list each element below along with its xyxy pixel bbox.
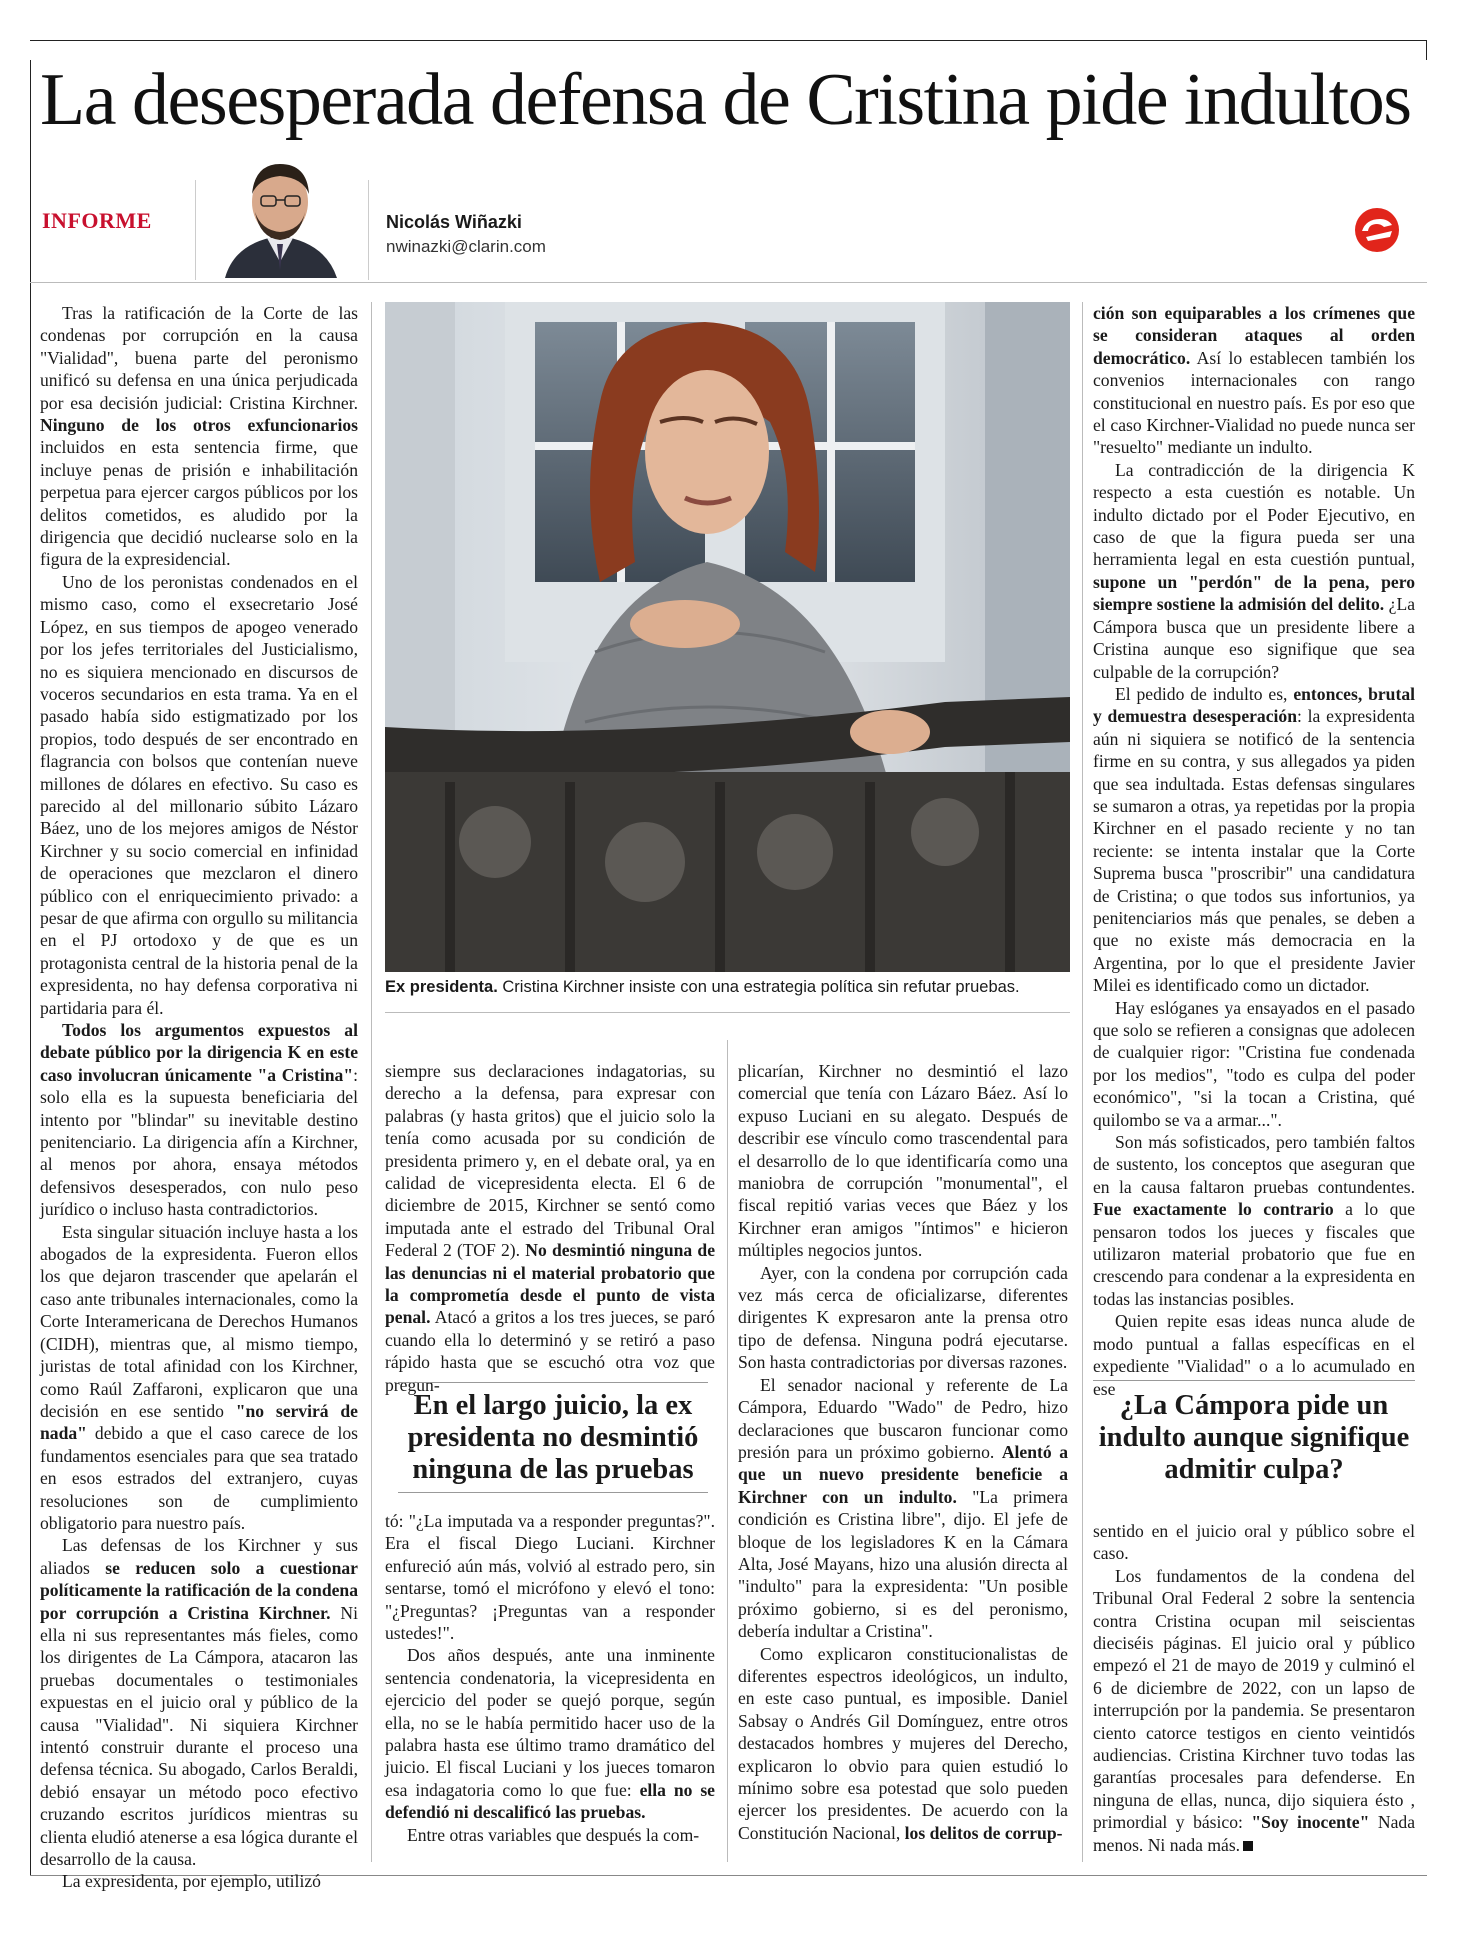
paragraph: Las defensas de los Kirchner y sus aliados se reducen solo a cuestionar políticamente la ratificación de la condena por corrupción a Cristina Kirchner. Ni ella ni sus representantes más fieles, como los dirigentes de La Cámpora, atacaron las pruebas documentales o testimoniales expuestas en el juicio oral y público de la causa "Vialidad". Ni siquiera Kirchner intentó construir durante el proceso una defensa técnica. Su abogado, Carlos Beraldi, debió ensayar un método poco efectivo cruzando escritos jurídicos mientras su clienta eludió atenerse a esa lógica durante el desarrollo de la causa. <box>40 1535 358 1870</box>
photo-bottom-rule <box>385 1012 1070 1013</box>
paragraph: Dos años después, ante una inminente sentencia condenatoria, la vicepresidenta en ejercicio del poder se quejó porque, según ella, no se le había permitido hacer uso de la palabra hasta ese último tramo dramático del juicio. El fiscal Luciani y los jueces tomaron esa indagatoria como lo que fue: ella no se defendió ni descalificó las pruebas. <box>385 1645 715 1823</box>
paragraph: Todos los argumentos expuestos al debate público por la dirigencia K en este caso involucran únicamente "a Cristina": solo ella es la supuesta beneficiaria del intento por "blindar" su inevitable destino penitenciario. La dirigencia afín a Kirchner, al menos por ahora, ensaya métodos defensivos desesperados, con nulo peso jurídico o incluso hasta contradictorios. <box>40 1020 358 1220</box>
article-column-3 <box>738 1060 1068 1844</box>
article-column-4-top <box>1093 302 1415 1400</box>
author-email[interactable]: nwinazki@clarin.com <box>386 237 546 256</box>
paragraph: Uno de los peronistas condenados en el mismo caso, como el exsecretario José López, en sus tiempos de apogeo venerado por los jefes territoriales del Justicialismo, no es siquiera mencionado en discursos de voceros secundarios en esta trama. Ya en el pasado había sido estigmatizado por los propios, todo después de ser encontrado en flagrancia con bolsos que contenían nueve millones de dólares en efectivo. Su caso es parecido al del millonario súbito Lázaro Báez, uno de los mejores amigos de Néstor Kirchner y su socio comercial en infinidad de operaciones que mezclaron el dinero público con el enriquecimiento privado: a pesar de que afirma con orgullo su militancia en el PJ ortodoxo y de que es un protagonista central de la historia penal de la expresidenta, no hay defensa corporativa ni partidaria para él. <box>40 571 358 1018</box>
pullquote-2: ¿La Cámpora pide un indulto aunque signifique admitir culpa? <box>1098 1390 1410 1485</box>
caption-text: Cristina Kirchner insiste con una estrategia política sin refutar pruebas. <box>497 978 1020 996</box>
header-separator <box>368 180 369 280</box>
paragraph: Hay eslóganes ya ensayados en el pasado que solo se refieren a consignas que adolecen de cualquier rigor: "Cristina fue condenada por los medios", "todo es culpa del poder económico", "si la tocan a Cristina, qué quilombo se va a armar...". <box>1093 997 1415 1130</box>
paragraph: Entre otras variables que después la com- <box>407 1824 700 1845</box>
caption-lead: Ex presidenta. <box>385 978 498 996</box>
pullquote-rule <box>398 1382 708 1383</box>
column-divider <box>1082 302 1083 1862</box>
author-photo <box>205 150 355 278</box>
paragraph: siempre sus declaraciones indagatorias, su derecho a la defensa, para expresar con palabras (y hasta gritos) que el juicio solo la tenía como acusada por su condición de presidenta primero y, en el debate oral, ya en calidad de vicepresidenta electa. El 6 de diciembre de 2015, Kirchner se sentó como imputada ante el estrado del Tribunal Oral Federal 2 (TOF 2). No desmintió ninguna de las denuncias ni el material probatorio que la comprometía desde el punto de vista penal. Atacó a gritos a los tres jueces, se paró cuando ella lo determinó y se retiró a paso rápido hasta que se escuchó otra voz que pregun- <box>385 1061 716 1395</box>
paragraph: sentido en el juicio oral y público sobre el caso. <box>1093 1521 1415 1564</box>
main-photo <box>385 302 1070 972</box>
column-divider <box>727 1040 728 1862</box>
paragraph: Ayer, con la condena por corrupción cada vez más cerca de oficializarse, diferentes dirigentes K expresaron ante la prensa otro tipo de defensa. Ninguna podrá ejecutarse. Son hasta contradictorias por diversas razones. <box>738 1262 1068 1373</box>
header-divider <box>30 282 1427 283</box>
paragraph: Como explicaron constitucionalistas de diferentes espectros ideológicos, un indulto, en este caso puntual, es imposible. Daniel Sabsay o Andrés Gil Domínguez, entre otros destacados hombres y mujeres del Derecho, explicaron lo obvio para quien estudió lo mínimo sobre esa potestad que solo pueden ejercer los presidentes. De acuerdo con la Constitución Nacional, los delitos de corrup- <box>738 1643 1068 1843</box>
column-divider <box>371 302 372 1862</box>
section-label: INFORME <box>42 208 152 233</box>
paragraph: ción son equiparables a los crímenes que se consideran ataques al orden democrático. Así lo establecen también los convenios internacionales con rango constitucional en nuestro país. Es por eso que el caso Kirchner-Vialidad no puede nunca ser "resuelto" mediante un indulto. <box>1093 303 1415 458</box>
pullquote-rule <box>398 1492 708 1493</box>
article-column-1 <box>40 302 358 1893</box>
author-name: Nicolás Wiñazki <box>386 212 522 232</box>
article-column-4-bottom <box>1093 1520 1415 1856</box>
paragraph: Tras la ratificación de la Corte de las condenas por corrupción en la causa "Vialidad", buena parte del peronismo unificó su defensa en una única perjudicada por esa decisión judicial: Cristina Kirchner. Ninguno de los otros exfuncionarios incluidos en esta sentencia firme, que incluye penas de prisión e inhabilitación perpetua para ejercer cargos públicos por los delitos cometidos, es aludido por la dirigencia que decidió nuclearse solo en la figura de la expresidencial. <box>40 303 358 570</box>
paragraph: plicarían, Kirchner no desmintió el lazo comercial que tenía con Lázaro Báez. Así lo expuso Luciani en su alegato. Después de describir ese vínculo como trascendental para el desarrollo de lo que identificaría como una maniobra de corrupción "monumental", el fiscal repitió varias veces que Báez y los Kirchner eran amigos "íntimos" e hicieron múltiples negocios juntos. <box>738 1061 1068 1261</box>
paragraph: Quien repite esas ideas nunca alude de modo puntual a fallas específicas en el expediente "Vialidad" o a lo acumulado en ese <box>1093 1311 1415 1399</box>
pullquote-rule <box>1093 1380 1415 1381</box>
headline: La desesperada defensa de Cristina pide indultos <box>40 59 1411 141</box>
pullquote-1: En el largo juicio, la ex presidenta no desmintió ninguna de las pruebas <box>407 1390 699 1485</box>
end-of-article-mark <box>1243 1841 1253 1851</box>
header-separator <box>195 180 196 280</box>
article-column-2-top <box>385 1060 715 1396</box>
paragraph: La expresidenta, por ejemplo, utilizó <box>62 1871 321 1892</box>
paragraph: La contradicción de la dirigencia K respecto a esta cuestión es notable. Un indulto dictado por el Poder Ejecutivo, en caso de que la figura pueda ser una herramienta legal en esta cuestión puntual, supone un "perdón" de la pena, pero siempre sostiene la admisión del delito. ¿La Cámpora busca que un presidente libere a Cristina aunque eso signifique que sea culpable de la corrupción? <box>1093 459 1415 682</box>
paragraph: tó: "¿La imputada va a responder preguntas?". Era el fiscal Diego Luciani. Kirchner enfureció aún más, volvió al estrado pero, sin sentarse, tomó el micrófono y elevó el tono: "¿Preguntas? ¡Preguntas van a responder ustedes!". <box>385 1511 715 1644</box>
left-frame-rule <box>30 60 31 1875</box>
top-rule <box>30 40 1427 41</box>
paragraph: El pedido de indulto es, entonces, brutal y demuestra desesperación: la expresidenta aún ni siquiera se notificó de la sentencia firme en su contra, y sus allegados ya piden que sea indultada. Estas defensas singulares se sumaron a otras, ya repetidas por la propia Kirchner en el pasado reciente y no tan reciente: se intenta instalar que la Corte Suprema busca "proscribir" una candidatura de Cristina; o que todos sus infortunios, ya penitenciarios más que penales, se deben a que no existe más democracia en la Argentina, por lo que el presidente Javier Milei es identificado como un dictador. <box>1093 683 1416 996</box>
photo-caption <box>385 978 1070 997</box>
paragraph: Son más sofisticados, pero también faltos de sustento, los conceptos que aseguran que en la causa faltaron pruebas contundentes. Fue exactamente lo contrario a lo que pensaron todos los jueces y fiscales que utilizaron material probatorio que fue en crescendo para condenar a la expresidenta en todas las instancias posibles. <box>1093 1132 1416 1309</box>
article-column-2-bottom <box>385 1510 715 1846</box>
clarin-logo-icon <box>1352 205 1402 255</box>
paragraph: El senador nacional y referente de La Cámpora, Eduardo "Wado" de Pedro, hizo declaraciones que buscaron funcionar como presión para un próximo gobierno. Alentó a que un nuevo presidente beneficie a Kirchner con un indulto. "La primera condición es Cristina libre", dijo. El jefe de bloque de los legisladores K en la Cámara Alta, José Mayans, hizo una alusión directa al "indulto" para la expresidenta: "Un posible próximo gobierno, si es del peronismo, debería indultar a Cristina". <box>738 1374 1068 1642</box>
paragraph: Esta singular situación incluye hasta a los abogados de la expresidenta. Fueron ellos los que dejaron trascender que apelarán el caso ante tribunales internacionales, como la Corte Interamericana de Derechos Humanos (CIDH), mientras que, al mismo tiempo, juristas de total afinidad con los Kirchner, como Raúl Zaffaroni, explicaron que una decisión en ese sentido "no servirá de nada" debido a que el caso carece de los fundamentos esenciales para que sea tratado en esos estrados del extranjero, cuyas resoluciones son de cumplimiento obligatorio para nuestro país. <box>40 1221 358 1533</box>
paragraph: Los fundamentos de la condena del Tribunal Oral Federal 2 sobre la sentencia contra Cristina ocupan mil seiscientas dieciséis páginas. El juicio oral y público empezó el 21 de mayo de 2019 y culminó el 6 de diciembre de 2022, con un lapso de interrupción por la pandemia. Se presentaron ciento catorce testigos en ciento veintidós audiencias. Cristina Kirchner tuvo todas las garantías procesales para defenderse. En ninguna de ellas, nunca, dijo siquiera ésto , primordial y básico: "Soy inocente" Nada menos. Ni nada más. <box>1093 1565 1415 1855</box>
